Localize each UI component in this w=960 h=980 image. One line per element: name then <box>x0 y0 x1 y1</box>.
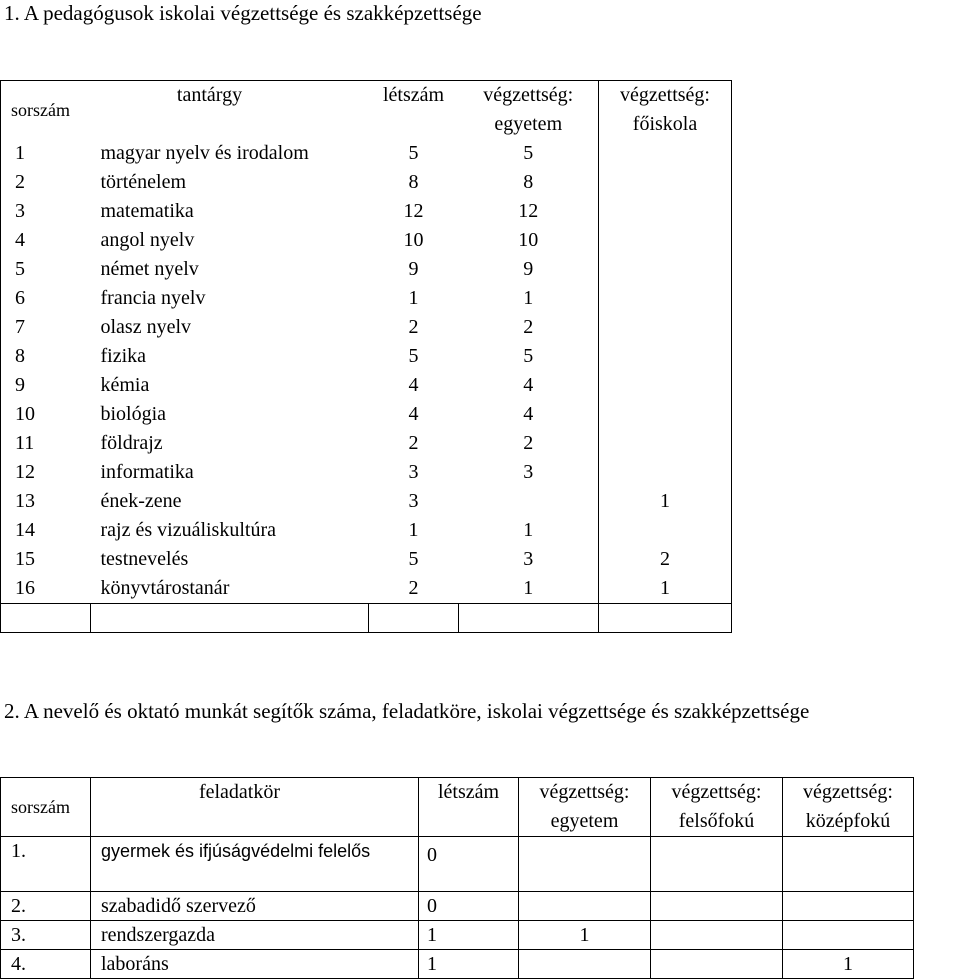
row-number: 7 <box>1 313 91 342</box>
secondary-cell <box>783 837 914 892</box>
table-header-row <box>1 81 732 140</box>
table-row <box>1 574 732 604</box>
count-cell: 1 <box>408 287 419 309</box>
subject-cell: magyar nyelv és irodalom <box>100 142 309 164</box>
header-sorszam: sorszám <box>1 778 91 837</box>
subject-cell: fizika <box>100 345 147 367</box>
count-cell: 1 <box>408 519 419 541</box>
count-cell: 4 <box>408 374 419 396</box>
table-row <box>1 516 732 545</box>
row-number: 3. <box>1 921 91 950</box>
header-tantargy: tantárgy <box>91 81 369 140</box>
empty-cell <box>1 604 91 633</box>
university-cell: 1 <box>519 921 651 950</box>
row-number: 12 <box>1 458 91 487</box>
count-cell: 0 <box>419 892 519 921</box>
university-cell: 4 <box>459 371 599 400</box>
higher-cell <box>651 950 783 979</box>
subject-cell: földrajz <box>100 432 163 454</box>
university-cell: 3 <box>459 458 599 487</box>
header-sorszam: sorszám <box>1 81 91 140</box>
row-number: 6 <box>1 284 91 313</box>
subject-cell: történelem <box>100 171 187 193</box>
assistants-qualification-table <box>0 777 914 979</box>
empty-cell <box>599 604 732 633</box>
count-cell: 5 <box>408 142 419 164</box>
table-row <box>1 545 732 574</box>
count-cell: 9 <box>408 258 419 280</box>
header-kozepfoku-line1: végzettség: <box>803 781 893 803</box>
count-cell: 1 <box>419 921 519 950</box>
university-cell: 8 <box>459 168 599 197</box>
header-vegzettseg-egyetem-line1: végzettség: <box>483 84 574 106</box>
subject-cell: matematika <box>100 200 194 222</box>
header-kozepfoku-line2: középfokú <box>805 810 891 832</box>
header-vegzettseg-egyetem <box>519 778 651 837</box>
university-cell: 3 <box>459 545 599 574</box>
count-cell: 2 <box>408 432 419 454</box>
header-vegzettseg-foiskola-line2: főiskola <box>632 113 698 135</box>
count-cell: 10 <box>403 229 424 251</box>
table-header-row <box>1 778 914 837</box>
row-number: 1 <box>1 139 91 168</box>
count-cell: 5 <box>408 345 419 367</box>
subject-cell: biológia <box>100 403 167 425</box>
row-number: 14 <box>1 516 91 545</box>
college-cell <box>599 429 732 458</box>
higher-cell <box>651 837 783 892</box>
table-row <box>1 313 732 342</box>
table-row <box>1 197 732 226</box>
table-row <box>1 487 732 516</box>
university-cell: 12 <box>459 197 599 226</box>
row-number: 10 <box>1 400 91 429</box>
section2-title: 2. A nevelő és oktató munkát segítők száma, feladatköre, iskolai végzettsége és szakképzettsége <box>4 699 810 723</box>
header-felsofoku-line1: végzettség: <box>671 781 762 803</box>
table-empty-row <box>1 604 732 633</box>
university-cell: 10 <box>459 226 599 255</box>
subject-cell: angol nyelv <box>100 229 195 251</box>
university-cell <box>519 950 651 979</box>
header-egyetem-line2: egyetem <box>550 810 619 832</box>
subject-cell: informatika <box>100 461 194 483</box>
college-cell: 2 <box>599 545 732 574</box>
table-row <box>1 342 732 371</box>
row-number: 4. <box>1 950 91 979</box>
empty-cell <box>369 604 459 633</box>
college-cell <box>599 516 732 545</box>
table-row <box>1 400 732 429</box>
table-row <box>1 226 732 255</box>
table-row <box>1 429 732 458</box>
higher-cell <box>651 892 783 921</box>
empty-cell <box>459 604 599 633</box>
secondary-cell: 1 <box>783 950 914 979</box>
count-cell: 0 <box>419 837 519 892</box>
row-number: 8 <box>1 342 91 371</box>
subject-cell: rajz és vizuáliskultúra <box>100 519 276 541</box>
table-row <box>1 371 732 400</box>
count-cell: 5 <box>408 548 419 570</box>
university-cell: 2 <box>459 429 599 458</box>
header-letszam: létszám <box>369 81 459 140</box>
subject-cell: olasz nyelv <box>100 316 192 338</box>
university-cell <box>519 837 651 892</box>
table-row <box>1 255 732 284</box>
college-cell <box>599 342 732 371</box>
header-vegzettseg-foiskola <box>599 81 732 140</box>
subject-cell: német nyelv <box>100 258 199 280</box>
college-cell <box>599 458 732 487</box>
row-number: 4 <box>1 226 91 255</box>
header-vegzettseg-felsofoku <box>651 778 783 837</box>
table-row <box>1 892 914 921</box>
secondary-cell <box>783 892 914 921</box>
university-cell: 1 <box>459 284 599 313</box>
university-cell: 2 <box>459 313 599 342</box>
row-number: 5 <box>1 255 91 284</box>
table-row <box>1 168 732 197</box>
header-vegzettseg-kozepfoku <box>783 778 914 837</box>
table-row <box>1 837 914 892</box>
subject-cell: könyvtárostanár <box>100 577 230 599</box>
subject-cell: testnevelés <box>100 548 189 570</box>
header-vegzettseg-foiskola-line1: végzettség: <box>620 84 710 106</box>
count-cell: 3 <box>408 490 419 512</box>
count-cell: 1 <box>419 950 519 979</box>
table-row <box>1 139 732 168</box>
empty-cell <box>91 604 369 633</box>
task-cell: rendszergazda <box>91 921 419 950</box>
row-number: 16 <box>1 574 91 604</box>
section1-title: 1. A pedagógusok iskolai végzettsége és szakképzettsége <box>4 1 482 25</box>
header-egyetem-line1: végzettség: <box>539 781 630 803</box>
college-cell <box>599 168 732 197</box>
header-feladatkor: feladatkör <box>91 778 419 837</box>
header-vegzettseg-egyetem-line2: egyetem <box>494 113 563 135</box>
college-cell <box>599 226 732 255</box>
header-felsofoku-line2: felsőfokú <box>678 810 755 832</box>
subject-cell: francia nyelv <box>100 287 206 309</box>
college-cell <box>599 197 732 226</box>
college-cell <box>599 313 732 342</box>
university-cell <box>459 487 599 516</box>
task-cell: gyermek és ifjúságvédelmi felelős <box>91 837 419 892</box>
row-number: 15 <box>1 545 91 574</box>
count-cell: 2 <box>408 316 419 338</box>
college-cell <box>599 284 732 313</box>
university-cell: 1 <box>459 516 599 545</box>
count-cell: 8 <box>408 171 419 193</box>
college-cell <box>599 400 732 429</box>
row-number: 2. <box>1 892 91 921</box>
header-letszam: létszám <box>419 778 519 837</box>
count-cell: 4 <box>408 403 419 425</box>
count-cell: 3 <box>408 461 419 483</box>
higher-cell <box>651 921 783 950</box>
table-row <box>1 458 732 487</box>
college-cell: 1 <box>599 574 732 604</box>
university-cell: 1 <box>459 574 599 604</box>
college-cell <box>599 371 732 400</box>
count-cell: 12 <box>403 200 424 222</box>
university-cell <box>519 892 651 921</box>
row-number: 9 <box>1 371 91 400</box>
university-cell: 5 <box>459 139 599 168</box>
count-cell: 2 <box>408 577 419 599</box>
secondary-cell <box>783 921 914 950</box>
teachers-qualification-table <box>0 80 732 633</box>
row-number: 1. <box>1 837 91 892</box>
college-cell: 1 <box>599 487 732 516</box>
task-cell: laboráns <box>91 950 419 979</box>
university-cell: 5 <box>459 342 599 371</box>
subject-cell: kémia <box>100 374 150 396</box>
university-cell: 9 <box>459 255 599 284</box>
table-row <box>1 921 914 950</box>
row-number: 2 <box>1 168 91 197</box>
header-vegzettseg-egyetem <box>459 81 599 140</box>
table-row <box>1 284 732 313</box>
task-cell: szabadidő szervező <box>91 892 419 921</box>
row-number: 11 <box>1 429 91 458</box>
college-cell <box>599 139 732 168</box>
college-cell <box>599 255 732 284</box>
university-cell: 4 <box>459 400 599 429</box>
row-number: 13 <box>1 487 91 516</box>
table-row <box>1 950 914 979</box>
subject-cell: ének-zene <box>100 490 182 512</box>
row-number: 3 <box>1 197 91 226</box>
